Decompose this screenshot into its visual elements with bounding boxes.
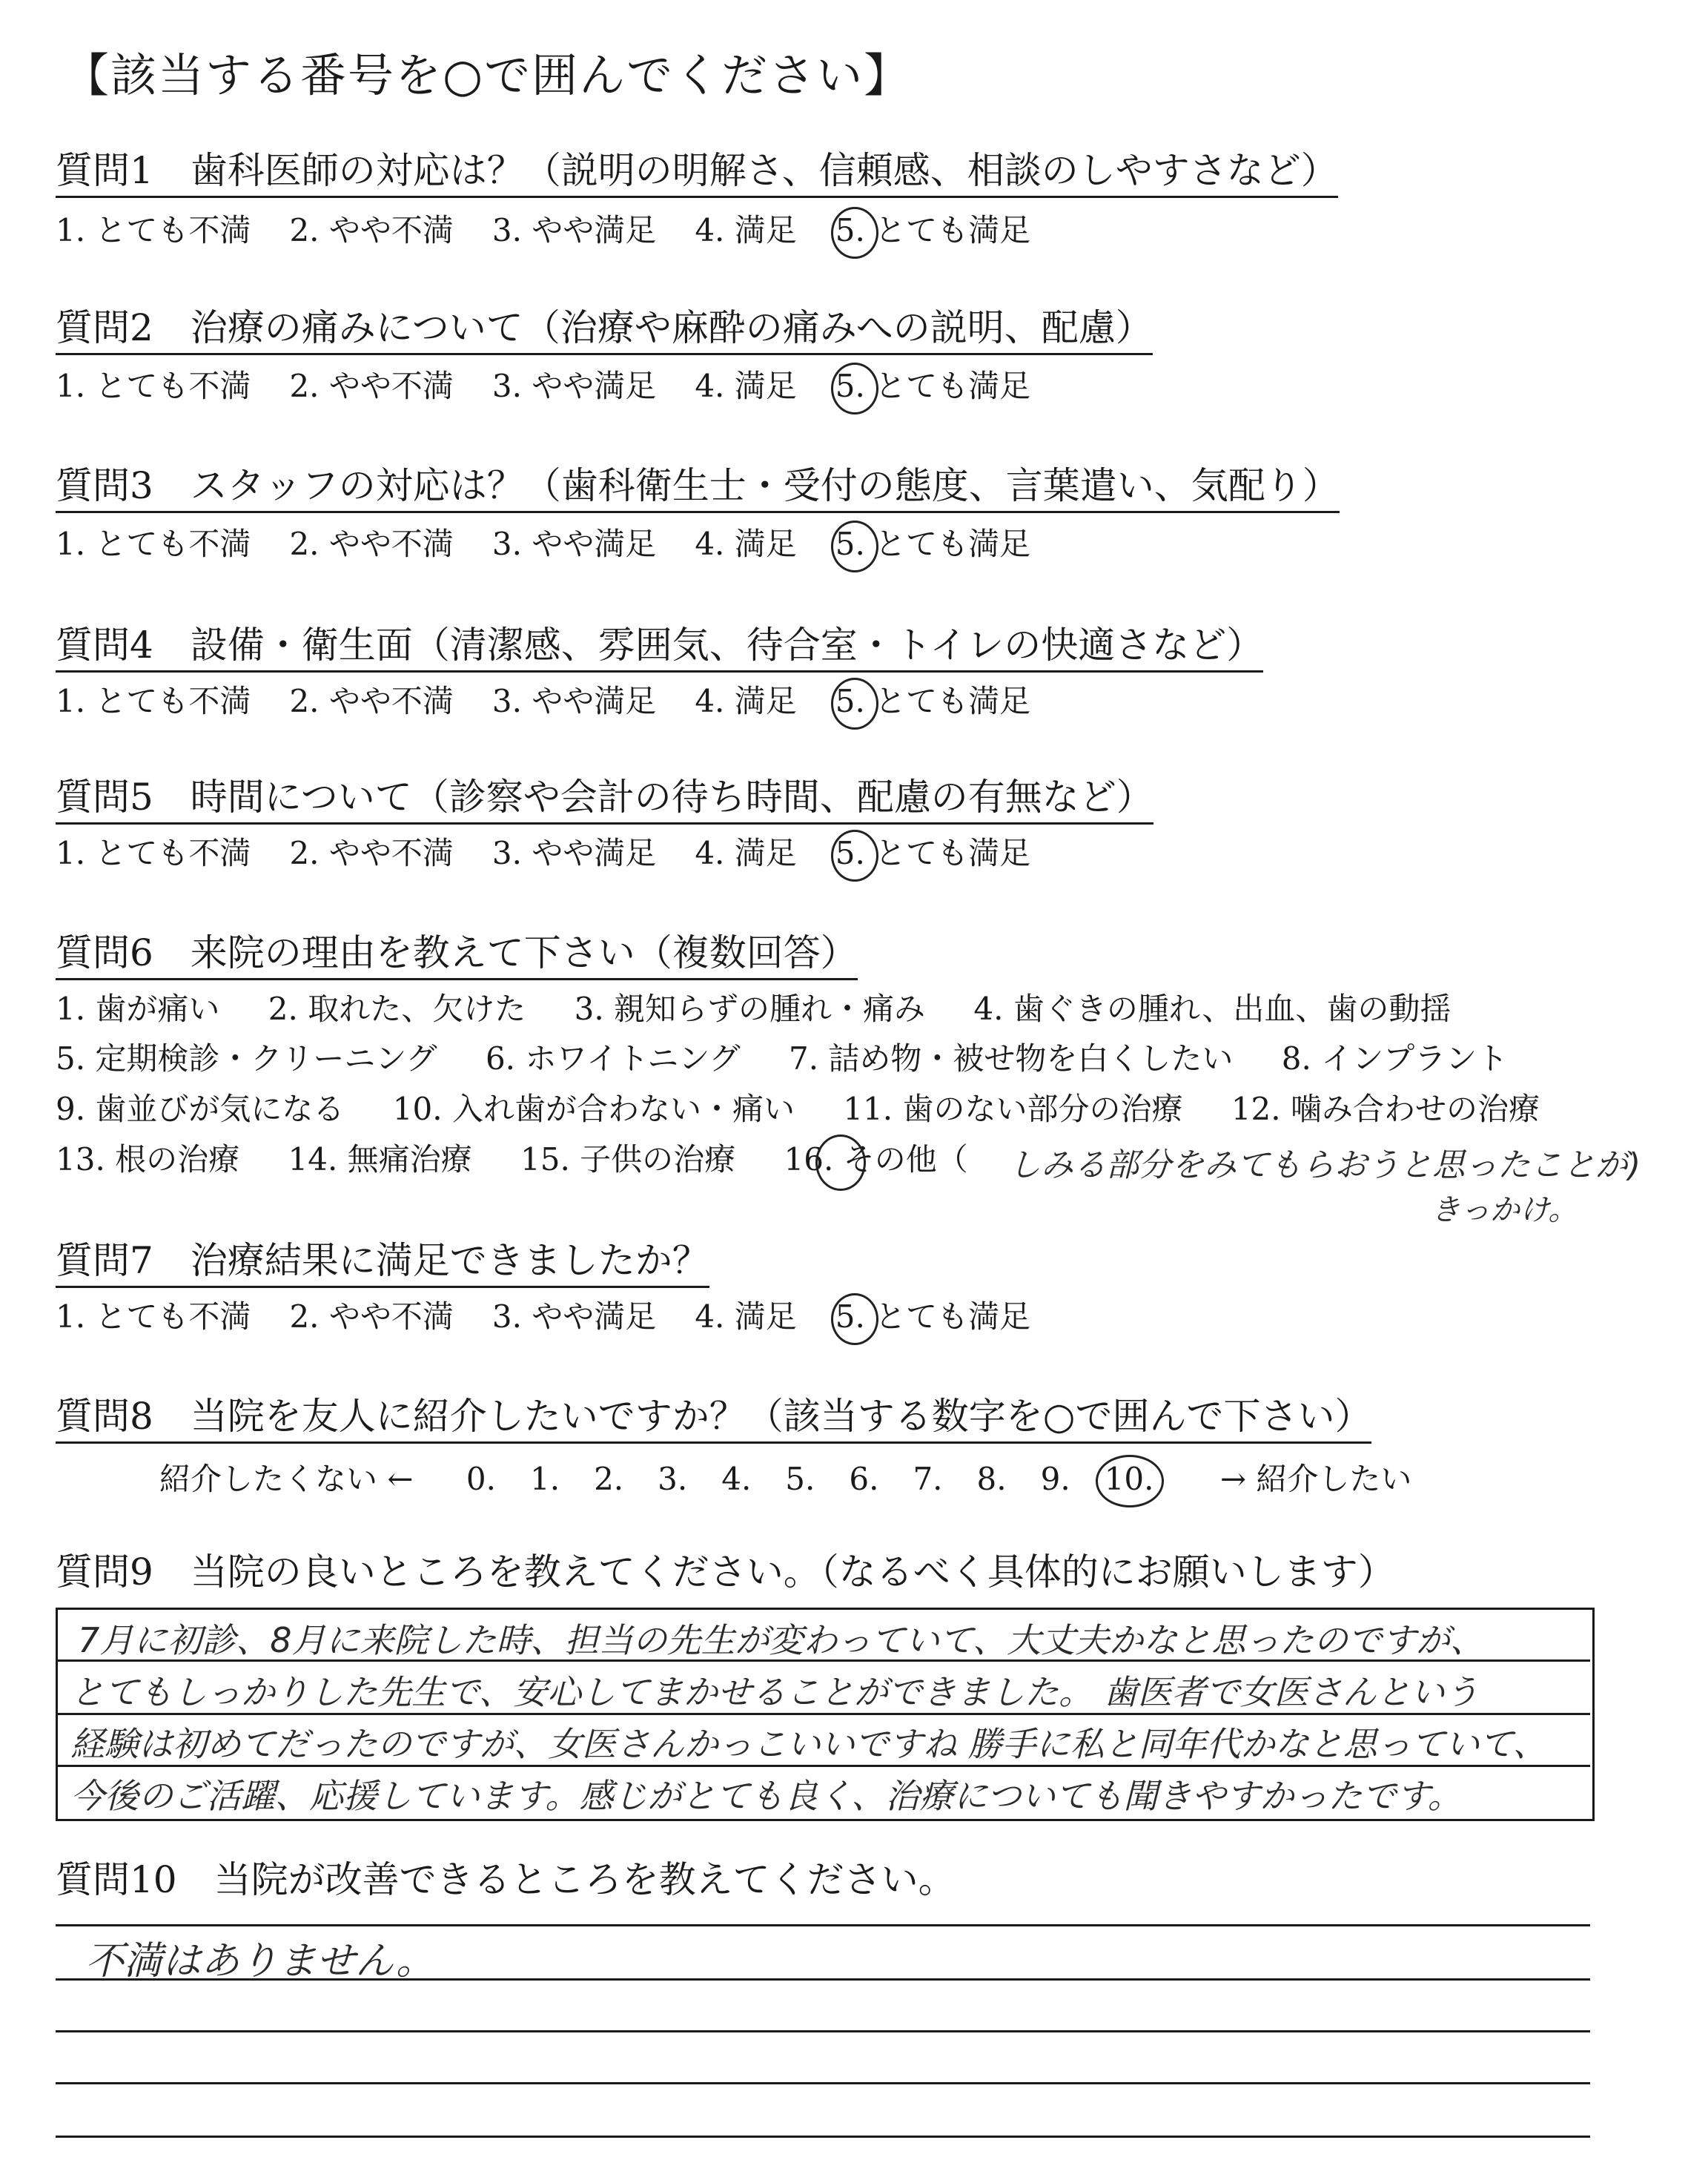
q1-label: 質問1 歯科医師の対応は？（説明の明解さ、信頼感、相談のしやすさなど） xyxy=(56,148,1338,198)
q6-row1 xyxy=(56,990,1489,1028)
q8-number-4[interactable]: 4. xyxy=(721,1461,752,1497)
q6-opt-6[interactable]: 6. ホワイトニング xyxy=(485,1040,741,1077)
q8-number-5[interactable]: 5. xyxy=(785,1461,815,1497)
q4-opt-3[interactable]: 3. やや満足 xyxy=(491,683,657,719)
q2-opt-4[interactable]: 4. 満足 xyxy=(695,368,797,404)
q6-opt-16[interactable]: 16. その他（ xyxy=(784,1141,968,1178)
q5-options xyxy=(56,834,1069,873)
q2-opt-5[interactable]: 5. とても満足 xyxy=(835,368,1031,404)
q5-opt-3[interactable]: 3. やや満足 xyxy=(491,835,657,871)
q6-opt-11[interactable]: 11. 歯のない部分の治療 xyxy=(843,1091,1183,1127)
q10-ruled-line xyxy=(56,2030,1590,2032)
q3-opt-4[interactable]: 4. 満足 xyxy=(695,526,797,562)
q9-label: 質問9 当院の良いところを教えてください。（なるべく具体的にお願いします） xyxy=(56,1550,1395,1593)
q3-label: 質問3 スタッフの対応は？（歯科衛生士・受付の態度、言葉遣い、気配り） xyxy=(56,463,1340,513)
q6-opt-3[interactable]: 3. 親知らずの腫れ・痛み xyxy=(574,991,926,1027)
q8-number-9[interactable]: 9. xyxy=(1040,1461,1070,1497)
q6-opt-1[interactable]: 1. 歯が痛い xyxy=(56,991,220,1027)
q4-opt-2[interactable]: 2. やや不満 xyxy=(289,683,454,719)
q6-opt-15[interactable]: 15. 子供の治療 xyxy=(520,1141,736,1178)
q7-options xyxy=(56,1298,1069,1336)
q10-ruled-line xyxy=(56,2082,1590,2084)
q6-label: 質問6 来院の理由を教えて下さい（複数回答） xyxy=(56,931,858,980)
q6-row3 xyxy=(56,1090,1578,1129)
q1-opt-4[interactable]: 4. 満足 xyxy=(695,212,797,248)
q9-answer-line3: 経験は初めてだったのですが、女医さんかっこいいですね 勝手に私と同年代かなと思っていて、 xyxy=(70,1724,1547,1764)
q4-options xyxy=(56,682,1069,721)
q5-opt-5[interactable]: 5. とても満足 xyxy=(835,835,1031,871)
q2-opt-3[interactable]: 3. やや満足 xyxy=(491,368,657,404)
q4-opt-5[interactable]: 5. とても満足 xyxy=(835,683,1031,719)
q8-number-7[interactable]: 7. xyxy=(913,1461,943,1497)
q8-number-8[interactable]: 8. xyxy=(976,1461,1007,1497)
q6-opt-5[interactable]: 5. 定期検診・クリーニング xyxy=(56,1040,437,1077)
q8-label: 質問8 当院を友人に紹介したいですか？（該当する数字を○で囲んで下さい） xyxy=(56,1394,1371,1444)
q9-answer-line2: とてもしっかりした先生で、安心してまかせることができました。 歯医者で女医さんという xyxy=(70,1672,1479,1712)
q7-opt-2[interactable]: 2. やや不満 xyxy=(289,1298,454,1335)
q3-opt-1[interactable]: 1. とても不満 xyxy=(56,526,251,562)
q2-options xyxy=(56,367,1069,406)
q8-number-6[interactable]: 6. xyxy=(849,1461,879,1497)
q8-number-10[interactable]: 10. xyxy=(1104,1461,1154,1497)
q2-opt-1[interactable]: 1. とても不満 xyxy=(56,368,251,404)
q6-opt-4[interactable]: 4. 歯ぐきの腫れ、出血、歯の動揺 xyxy=(973,991,1452,1027)
q3-opt-5[interactable]: 5. とても満足 xyxy=(835,526,1031,562)
q8-number-3[interactable]: 3. xyxy=(658,1461,688,1497)
q6-other-answer-line1: しみる部分をみてもらおうと思ったことが) xyxy=(1008,1146,1641,1184)
q8-numbers xyxy=(466,1461,1188,1497)
q6-opt-10[interactable]: 10. 入れ歯が合わない・痛い xyxy=(392,1091,795,1127)
form-title: 【該当する番号を○で囲んでください】 xyxy=(63,48,912,102)
q6-opt-12[interactable]: 12. 噛み合わせの治療 xyxy=(1231,1091,1540,1127)
q8-scale xyxy=(159,1455,1454,1499)
q10-ruled-line xyxy=(56,2136,1590,2138)
q6-opt-8[interactable]: 8. インプラント xyxy=(1281,1040,1509,1077)
q3-opt-3[interactable]: 3. やや満足 xyxy=(491,526,657,562)
q8-left-label: 紹介したくない ← xyxy=(159,1461,414,1497)
q1-opt-5[interactable]: 5. とても満足 xyxy=(835,212,1031,248)
q5-opt-2[interactable]: 2. やや不満 xyxy=(289,835,454,871)
q6-row2 xyxy=(56,1040,1546,1078)
q7-opt-1[interactable]: 1. とても不満 xyxy=(56,1298,251,1335)
q10-label: 質問10 当院が改善できるところを教えてください。 xyxy=(56,1858,956,1901)
q6-opt-2[interactable]: 2. 取れた、欠けた xyxy=(268,991,526,1027)
q5-label: 質問5 時間について（診察や会計の待ち時間、配慮の有無など） xyxy=(56,775,1153,825)
q7-opt-3[interactable]: 3. やや満足 xyxy=(491,1298,657,1335)
q6-row4 xyxy=(56,1140,1007,1179)
q7-label: 質問7 治療結果に満足できましたか？ xyxy=(56,1238,709,1288)
q6-opt-13[interactable]: 13. 根の治療 xyxy=(56,1141,240,1178)
q8-number-2[interactable]: 2. xyxy=(594,1461,624,1497)
q4-opt-4[interactable]: 4. 満足 xyxy=(695,683,797,719)
q4-label: 質問4 設備・衛生面（清潔感、雰囲気、待合室・トイレの快適さなど） xyxy=(56,623,1263,673)
q1-options xyxy=(56,211,1069,250)
q9-answer-line4: 今後のご活躍、応援しています。感じがとても良く、治療についても聞きやすかったです。 xyxy=(70,1776,1462,1816)
q8-right-label: → 紹介したい xyxy=(1219,1461,1412,1497)
q3-opt-2[interactable]: 2. やや不満 xyxy=(289,526,454,562)
q5-opt-4[interactable]: 4. 満足 xyxy=(695,835,797,871)
q7-opt-5[interactable]: 5. とても満足 xyxy=(835,1298,1031,1335)
q1-opt-1[interactable]: 1. とても不満 xyxy=(56,212,251,248)
q6-opt-14[interactable]: 14. 無痛治療 xyxy=(288,1141,472,1178)
q4-opt-1[interactable]: 1. とても不満 xyxy=(56,683,251,719)
q9-answer-line1: 7月に初診、8月に来院した時、担当の先生が変わっていて、大丈夫かなと思ったのですが、 xyxy=(78,1620,1485,1660)
q3-options xyxy=(56,525,1069,564)
q2-label: 質問2 治療の痛みについて（治療や麻酔の痛みへの説明、配慮） xyxy=(56,305,1153,355)
q10-answer: 不満はありません。 xyxy=(85,1939,435,1984)
q5-opt-1[interactable]: 1. とても不満 xyxy=(56,835,251,871)
q6-opt-7[interactable]: 7. 詰め物・被せ物を白くしたい xyxy=(788,1040,1234,1077)
q6-opt-9[interactable]: 9. 歯並びが気になる xyxy=(56,1091,345,1127)
q7-opt-4[interactable]: 4. 満足 xyxy=(695,1298,797,1335)
q1-opt-3[interactable]: 3. やや満足 xyxy=(491,212,657,248)
q8-number-0[interactable]: 0. xyxy=(466,1461,496,1497)
q8-number-1[interactable]: 1. xyxy=(529,1461,560,1497)
q2-opt-2[interactable]: 2. やや不満 xyxy=(289,368,454,404)
q6-other-answer-line2: きっかけ。 xyxy=(1431,1193,1578,1227)
q1-opt-2[interactable]: 2. やや不満 xyxy=(289,212,454,248)
q10-ruled-line xyxy=(56,1924,1590,1926)
